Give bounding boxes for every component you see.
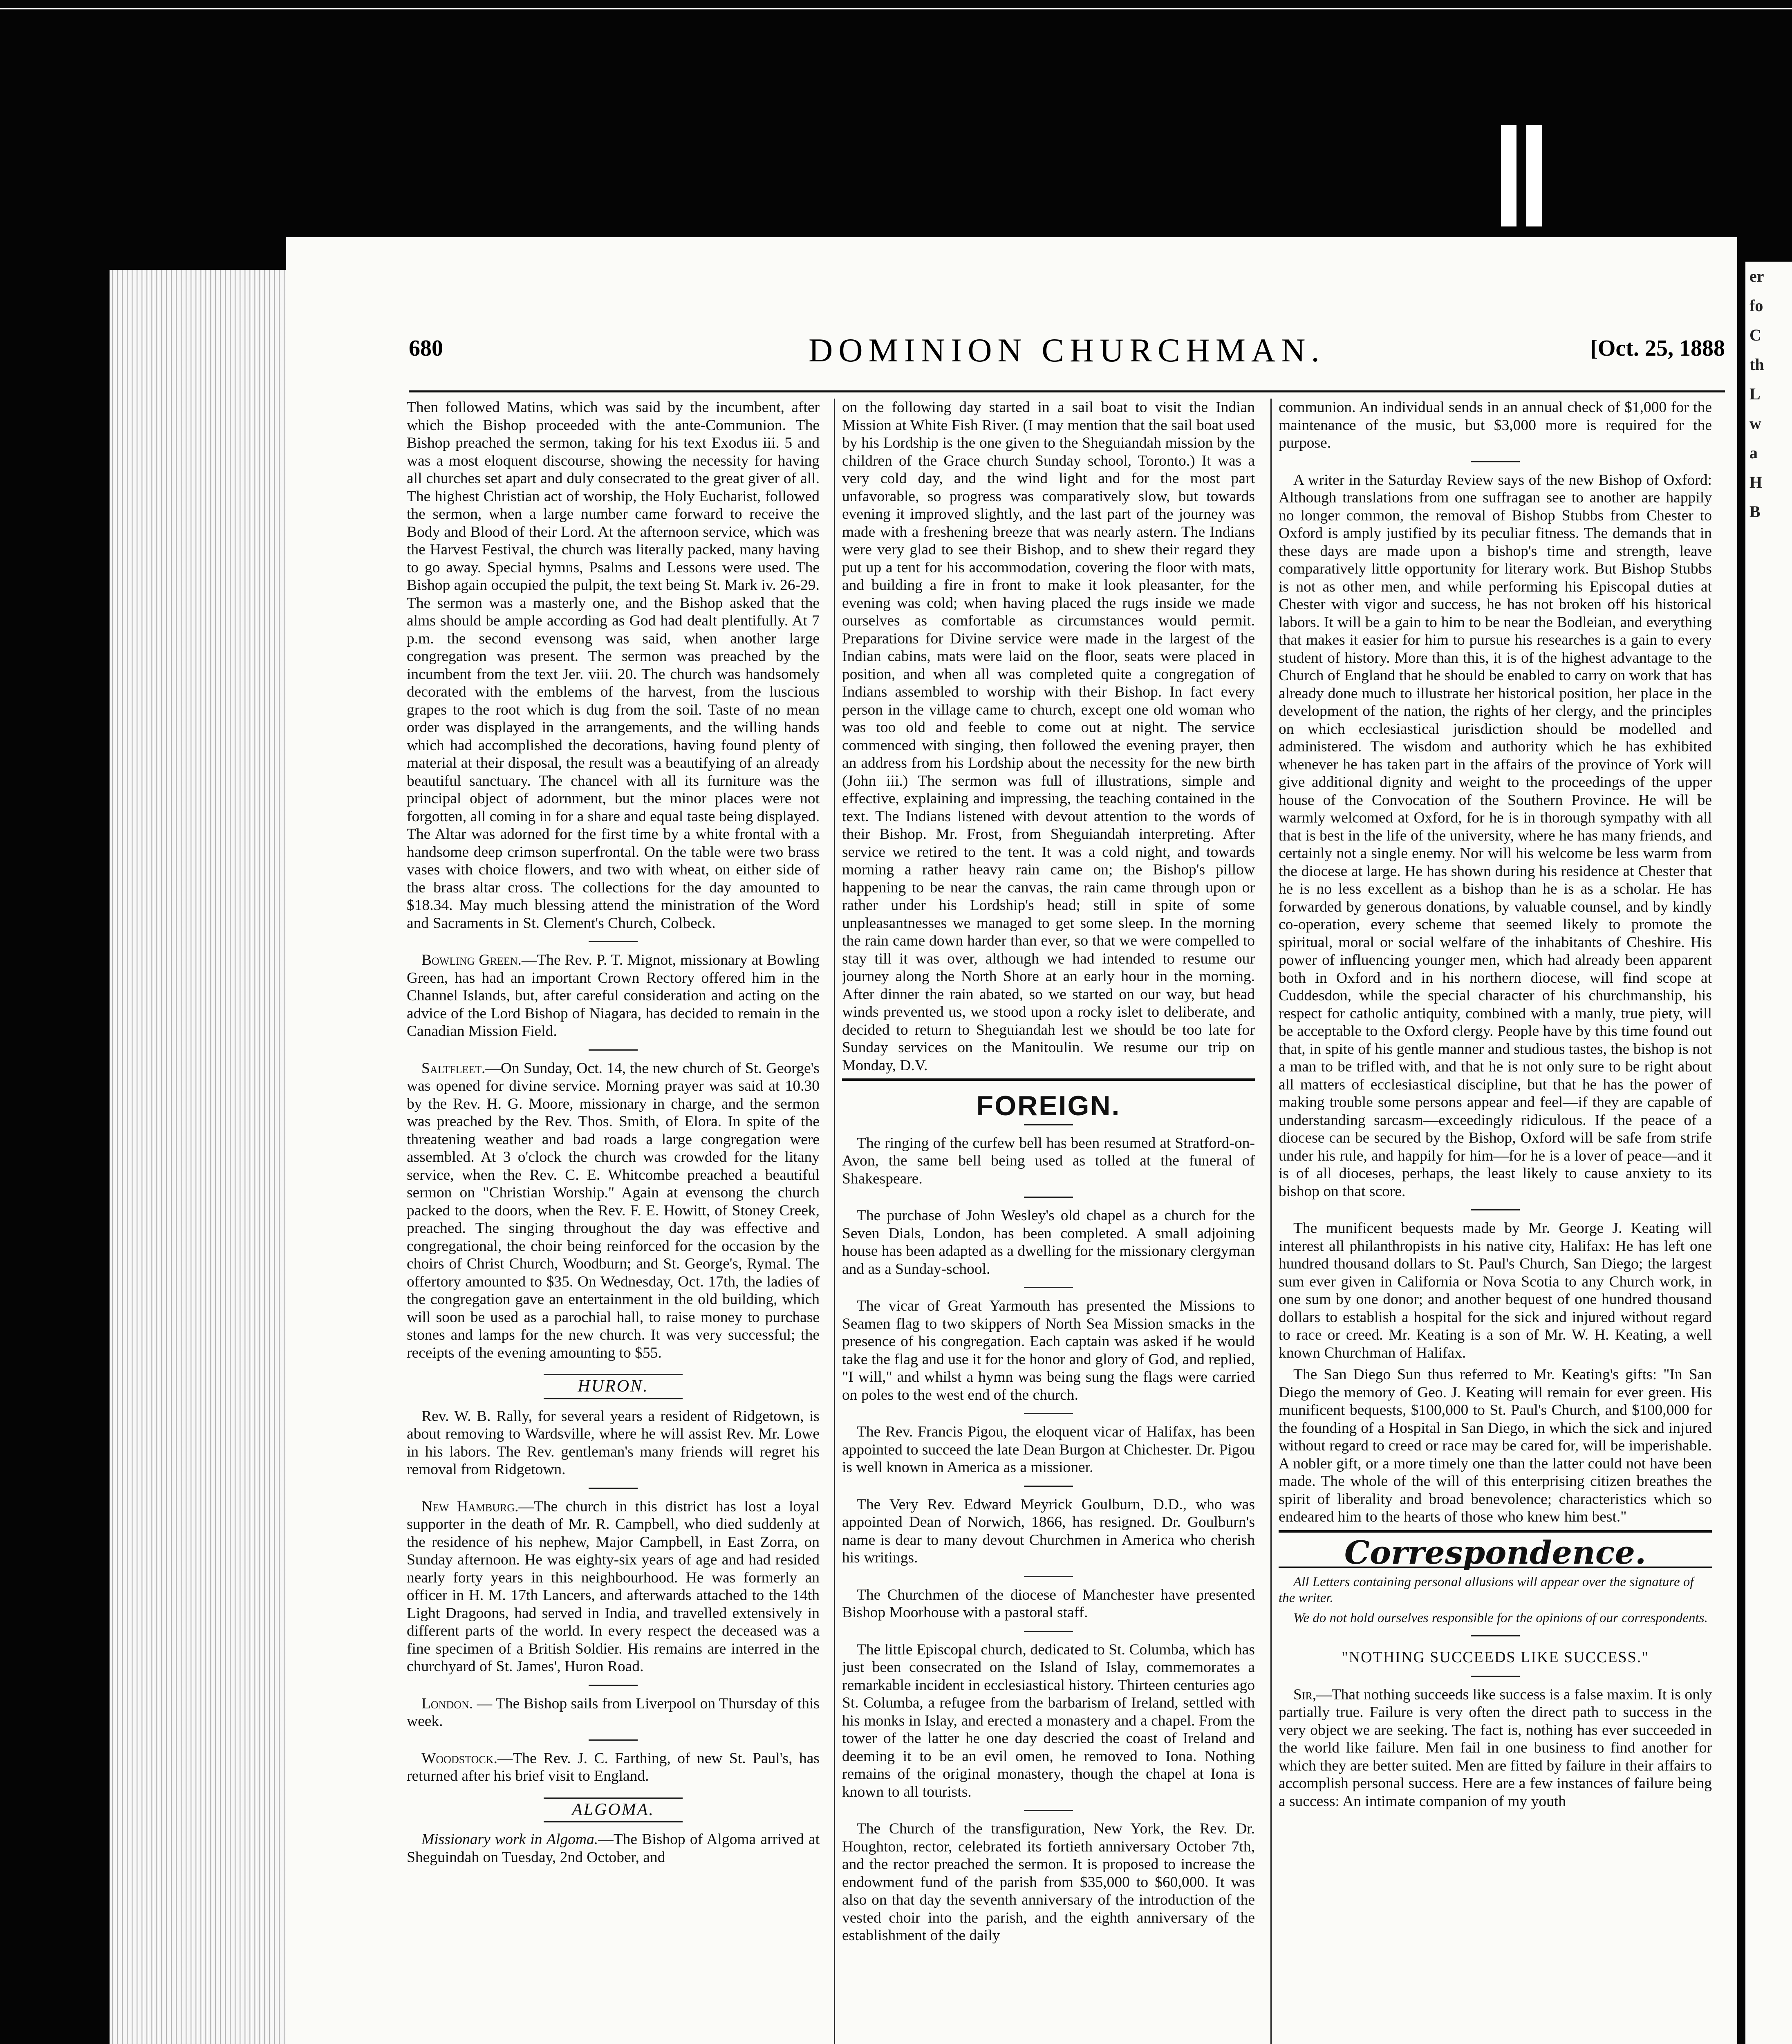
strip-fragment: a <box>1749 444 1758 462</box>
strip-fragment: th <box>1749 355 1764 374</box>
foreign-item: The purchase of John Wesley's old chapel as a church for the Seven Dials, London, has been completed. A small adjoining house has been adapted as a dwelling for the missionary clergyman and as a Sunday-school. <box>842 1207 1255 1278</box>
issue-date: [Oct. 25, 1888 <box>1590 336 1725 361</box>
algoma-continued: on the following day started in a sail boat to visit the Indian Mission at White Fish River. (I may mention that the sail boat used by his Lordship is the one given to the Sheguiandah mission by the children of the Grace church Sunday school, Toronto.) It was a very cold day, and the wind light and for the most part unfavorable, so progress was comparatively slow, but towards evening it improved slightly, and the last part of the journey was made with a freshening breeze that was nearly astern. The Indians were very glad to see their Bishop, and to shew their regard they put up a tent for his accommodation, covering the floor with mats, and building a fire in front to make it look pleasanter, for the evening was cold; when having placed the rugs inside we made ourselves as comfortable as circumstances would permit. Preparations for Divine service were made in the largest of the Indian cabins, mats were laid on the floor, seats were placed in position, and when all was completed quite a congregation of Indians assembled to worship with their Bishop. In fact every person in the village came to church, except one old woman who was too old and feeble to come out at night. The service commenced with singing, then followed the evening prayer, then an address from his Lordship about the necessity for the new birth (John iii.) The sermon was full of illustrations, simple and effective, explaining and impressing, the teaching contained in the text. The Indians listened with devout attention to the words of their Bishop. Mr. Frost, from Sheguiandah interpreting. After service we retired to the tent. It was a cold night, and towards morning a rather heavy rain came on; the Bishop's pillow happening to be near the canvas, the rain came through upon or rather under his Lordship's head; still in spite of some unpleasantnesses we managed to get some sleep. In the morning the rain came down harder than ever, so that we were compelled to stay till it was over, although we had intended to resume our journey along the North Shore at an early hour in the morning. After dinner the rain abated, so we started on our way, but head winds prevented us, we stood upon a rocky islet to deliberate, and decided to return to Sheguiandah lest we should be too late for Sunday services on the Manitoulin. We resume our trip on Monday, D.V. <box>842 399 1255 1074</box>
section-rule <box>842 1078 1255 1081</box>
item-lead: London. <box>421 1695 473 1712</box>
column-1 <box>407 399 820 2044</box>
letter-salutation: Sir, <box>1293 1686 1317 1703</box>
separator <box>1024 1287 1073 1288</box>
separator <box>1024 1124 1073 1125</box>
masthead-title: DOMINION CHURCHMAN. <box>809 332 1325 369</box>
foreign-item: The Rev. Francis Pigou, the eloquent vicar of Halifax, has been appointed to succeed the late Dean Burgon at Chichester. Dr. Pigou is well known in America as a missioner. <box>842 1423 1255 1476</box>
item-text: —The Bishop of Algoma arrived at Sheguindah on Tuesday, 2nd October, and <box>407 1831 820 1866</box>
separator <box>1471 1635 1520 1636</box>
separator <box>1024 1486 1073 1487</box>
separator <box>1024 1631 1073 1632</box>
separator <box>1471 461 1520 462</box>
foreign-item: The little Episcopal church, dedicated to St. Columba, which has just been consecrated on the Island of Islay, commemorates a remarkable incident in ecclesiastical history. Thirteen centuries ago St. Columba, a refugee from the barbarism of Ireland, settled with his monks in Islay, and erected a monastery and a chapel. From the tower of the latter he one day descried the coast of Ireland and deeming it to be an evil omen, he removed to Iona. Nothing remains of the original monastery, though the chapel at Iona is known to all tourists. <box>842 1641 1255 1800</box>
item-lead: Missionary work in Algoma. <box>421 1831 598 1848</box>
separator <box>589 941 638 942</box>
foreign-item: The ringing of the curfew bell has been resumed at Stratford-on-Avon, the same bell being used as tolled at the funeral of Shakespeare. <box>842 1134 1255 1187</box>
strip-fragment: er <box>1749 267 1764 285</box>
column-rule-2 <box>1270 399 1272 2044</box>
san-diego-sun-item: The San Diego Sun thus referred to Mr. Keating's gifts: "In San Diego the memory of Geo. J. Keating will remain for ever green. His munificent bequests, $100,000 to St. Paul's Church, and $100,000 for the founding of a Hospital in San Diego, in which the sick and injured without regard to creed or race may be cared for, will be imperishable. A nobler gift, or a more timely one than the latter could not have been made. The whole of the will of this enterprising citizen breathes the spirit of liberality and broad benevolence; characteristics which so endeared him to the hearts of those who knew him best." <box>1279 1366 1712 1525</box>
bowling-green-item <box>407 951 820 1040</box>
item-lead: Woodstock. <box>421 1750 497 1767</box>
london-item <box>407 1695 820 1730</box>
foreign-item: The Very Rev. Edward Meyrick Goulburn, D.D., who was appointed Dean of Norwich, 1866, has resigned. Dr. Goulburn's name is dear to many devout Churchmen in America who cherish his writings. <box>842 1496 1255 1566</box>
separator <box>1024 1197 1073 1198</box>
letter-body <box>1279 1686 1712 1811</box>
woodstock-item <box>407 1750 820 1785</box>
algoma-item <box>407 1831 820 1866</box>
separator <box>1024 1810 1073 1811</box>
foreign-item: The vicar of Great Yarmouth has presented the Missions to Seamen flag to two skippers of North Sea Mission smacks in the presence of his congregation. Each captain was asked if he would take the flag and use it for the honor and glory of God, and replied, "I will," and whilst a hymn was being sung the flags were carried on poles to the west end of the church. <box>842 1298 1255 1403</box>
separator <box>1471 1209 1520 1210</box>
strip-fragment: w <box>1749 414 1761 433</box>
strip-fragment: C <box>1749 326 1761 344</box>
strip-fragment: L <box>1749 385 1761 403</box>
strip-fragment: fo <box>1749 296 1763 315</box>
page-number: 680 <box>409 336 443 361</box>
next-page-strip <box>1745 262 1792 2044</box>
huron-item: Rev. W. B. Rally, for several years a resident of Ridgetown, is about removing to Wardsville, where he will assist Rev. Mr. Lowe in his labors. The Rev. gentleman's many friends will regret his removal from Ridgetown. <box>407 1407 820 1478</box>
book-page-edges <box>110 270 293 2044</box>
separator <box>589 1488 638 1489</box>
strip-fragment: B <box>1749 502 1761 521</box>
separator <box>589 1685 638 1686</box>
item-lead: Saltfleet. <box>421 1060 486 1077</box>
correspondence-note: All Letters containing personal allusions will appear over the signature of the writer. <box>1279 1575 1694 1605</box>
item-text: —On Sunday, Oct. 14, the new church of St. George's was opened for divine service. Morning prayer was said at 10.30 by the Rev. H. G. Moore, missionary in charge, and the sermon was preached by the Rev. Thos. Smith, of Elora. In spite of the threatening weather and bad roads a large congregation were assembled. At 3 o'clock the church was crowded for the litany service, when the Rev. C. E. Whitcombe preached a beautiful sermon on "Christian Worship." Again at evensong the church packed to the doors, when the Rev. F. E. Howitt, of Stoney Creek, preached. The singing throughout the day was effective and congregational, the choir being reinforced for the occasion by the choirs of Christ Church, Woodburn; and St. George's, Rymal. The offertory amounted to $35. On Wednesday, Oct. 17th, the ladies of the congregation gave an entertainment in the old building, which will soon be used as a parochial hall, to raise money to purchase stones and lamps for the new church. It was very successful; the receipts of the evening amounting to $55. <box>407 1060 820 1361</box>
column-3 <box>1279 399 1712 2044</box>
page-header <box>409 327 1725 376</box>
strip-fragment: H <box>1749 473 1763 491</box>
correspondence-heading: Correspondence. <box>1344 1534 1646 1571</box>
column-2 <box>842 399 1255 2044</box>
correspondence-note: We do not hold ourselves responsible for the opinions of our correspondents. <box>1293 1611 1708 1625</box>
foreign-item: The Church of the transfiguration, New York, the Rev. Dr. Houghton, rector, celebrated its fortieth anniversary October 7th, and the rector preached the sermon. It is proposed to increase the endowment fund of the parish from $35,000 to $60,000. It was also on that day the seventh anniversary of the introduction of the vested choir into the parish, and the eighth anniversary of the establishment of the daily <box>842 1820 1255 1944</box>
foreign-heading: FOREIGN. <box>976 1090 1121 1121</box>
algoma-heading: ALGOMA. <box>407 1797 820 1823</box>
top-right-bar-1 <box>1501 125 1516 226</box>
header-rule <box>409 390 1725 392</box>
transfiguration-continued: communion. An individual sends in an annual check of $1,000 for the maintenance of the music, but $3,000 more is required for the purpose. <box>1279 399 1712 451</box>
separator <box>589 1739 638 1741</box>
saltfleet-item <box>407 1060 820 1362</box>
separator <box>1024 1576 1073 1577</box>
separator <box>1024 1413 1073 1414</box>
item-text: —The Rev. J. C. Farthing, of new St. Paul's, has returned after his brief visit to England. <box>407 1750 820 1784</box>
section-rule <box>1279 1530 1712 1533</box>
column-rule-1 <box>834 399 835 2044</box>
item-text: —The church in this district has lost a loyal supporter in the death of Mr. R. Campbell, who died suddenly at the residence of his nephew, Major Campbell, in East Zorra, on Sunday afternoon. He was eighty-six years of age and had resided nearly forty years in this neighbourhood. He was formerly an officer in H. M. 17th Lancers, and afterwards attached to the 14th Light Dragoons, had served in India, and travelled extensively in different parts of the world. In every respect the deceased was a fine specimen of a British Soldier. His remains are interred in the churchyard of St. James', Huron Road. <box>407 1498 820 1675</box>
foreign-item: The Churchmen of the diocese of Manchester have presented Bishop Moorhouse with a pastoral staff. <box>842 1586 1255 1621</box>
huron-heading: HURON. <box>407 1374 820 1399</box>
bishop-of-oxford-item: A writer in the Saturday Review says of the new Bishop of Oxford: Although translations from one suffragan see to another are happily no longer common, the removal of Bishop Stubbs from Chester to Oxford is amply justified by its peculiar fitness. The demands that in these days are made upon a bishop's time and strength, leave comparatively little opportunity for literary work. But Bishop Stubbs is not as other men, and while performing his Episcopal duties at Chester with vigor and success, he has not broken off his historical labors. It will be a gain to him to be near the Bodleian, and everything that makes it easier for him to pursue his researches is a gain to every student of history. More than this, it is of the highest advantage to the Church of England that he should be enabled to carry on work that has already done much to illustrate her historical position, her place in the development of the nation, the rights of her clergy, and the principles on which ecclesiastical jurisdiction should be modelled and administered. The wisdom and authority which he has exhibited whenever he has taken part in the affairs of the province of York will give additional dignity and weight to the proceedings of the upper house of the Convocation of the Southern Province. He will be warmly welcomed at Oxford, for he is in thorough sympathy with all that is best in the life of the university, where he has many friends, and certainly not a single enemy. Nor will his welcome be less warm from the diocese at large. He has shown during his residence at Chester that he is no less excellent as a bishop than he is as a scholar. He has forwarded by generous donations, by valuable counsel, and by kindly co-operation, every scheme that seemed likely to promote the spiritual, moral or social welfare of the inhabitants of Cheshire. His power of influencing younger men, which had already been apparent both in Oxford and in his northern diocese, will find scope at Cuddesdon, while the special character of his churchmanship, his respect for catholic antiquity, combined with a manly, true piety, will be acceptable to the Oxford clergy. People have by this time found out that, in spite of his gentle manner and studious tastes, the bishop is not a man to be trifled with, and that he is not only sure to be right about all matters of ecclesiastical discipline, but that he has the power of making trouble some persons appear and feel—if they are capable of understanding sarcasm—exceedingly ridiculous. If the peace of a diocese can be secured by the Bishop, Oxford will be safe from strife under his rule, and happily for him—for he is a lover of peace—and it is of all dioceses, perhaps, the least likely to cause anxiety to its bishop on that score. <box>1279 471 1712 1200</box>
item-lead: Bowling Green. <box>421 952 522 968</box>
new-hamburg-item <box>407 1498 820 1676</box>
item-text: —The Rev. P. T. Mignot, missionary at Bowling Green, has had an important Crown Rectory offered him in the Channel Islands, but, after careful consideration and acting on the advice of the Lord Bishop of Niagara, has decided to remain in the Canadian Mission Field. <box>407 952 820 1040</box>
top-right-bar-2 <box>1526 125 1542 226</box>
letter-title: "NOTHING SUCCEEDS LIKE SUCCESS." <box>1342 1649 1649 1666</box>
separator <box>1471 1676 1520 1677</box>
item-text: — The Bishop sails from Liverpool on Thursday of this week. <box>407 1695 820 1730</box>
separator <box>589 1049 638 1051</box>
letter-text: —That nothing succeeds like success is a false maxim. It is only partially true. Failure is very often the direct path to success in the very object we are seeking. The fact is, nothing has ever succeeded in the world like failure. Men fail in one business to find another for which they are better suited. Men are fitted by failure in their affairs to accomplish personal success. Here are a few instances of failure being a success: An intimate companion of my youth <box>1279 1686 1712 1810</box>
keating-bequests-item: The munificent bequests made by Mr. George J. Keating will interest all philanthropists in his native city, Halifax: He has left one hundred thousand dollars to St. Paul's Church, San Diego; the largest sum ever given in California or Nova Scotia to any Church work, in one sum by one donor; and another bequest of one hundred thousand dollars to establish a hospital for the sick and injured without regard to race or creed. Mr. Keating is a son of Mr. W. H. Keating, a well known Churchman of Halifax. <box>1279 1220 1712 1361</box>
top-scan-line <box>0 8 1792 9</box>
item-lead: New Hamburg. <box>421 1498 519 1515</box>
colbeck-report: Then followed Matins, which was said by the incumbent, after which the Bishop proceeded with the ante-Communion. The Bishop preached the sermon, taking for his text Exodus iii. 5 and was a most eloquent discourse, showing the necessity for having all churches set apart and duly consecrated to the great giver of all. The highest Christian act of worship, the Holy Eucharist, followed the sermon, when a large number came forward to receive the Body and Blood of their Lord. At the afternoon service, which was the Harvest Festival, the church was literally packed, many having to go away. Special hymns, Psalms and Lessons were used. The Bishop again occupied the pulpit, the text being St. Mark iv. 26-29. The sermon was a masterly one, and the Bishop asked that the alms should be ample according as God had dealt plentifully. At 7 p.m. the second evensong was said, when another large congregation was present. The sermon was preached by the incumbent from the text Jer. viii. 20. The church was handsomely decorated with the emblems of the harvest, from the luscious grapes to the root which is dug from the soil. Taste of no mean order was displayed in the arrangements, and the willing hands which had accomplished the decorations, having found plenty of material at their disposal, the result was a beautifying of an already beautiful sanctuary. The chancel with all its furniture was the principal object of adornment, but the minor places were not forgotten, all coming in for a share and equal taste being displayed. The Altar was adorned for the first time by a white frontal with a handsome deep crimson superfrontal. On the table were two brass vases with choice flowers, and two with wheat, on either side of the brass altar cross. The collections for the day amounted to $18.34. May much blessing attend the ministration of the Word and Sacraments in St. Clement's Church, Colbeck. <box>407 399 820 932</box>
